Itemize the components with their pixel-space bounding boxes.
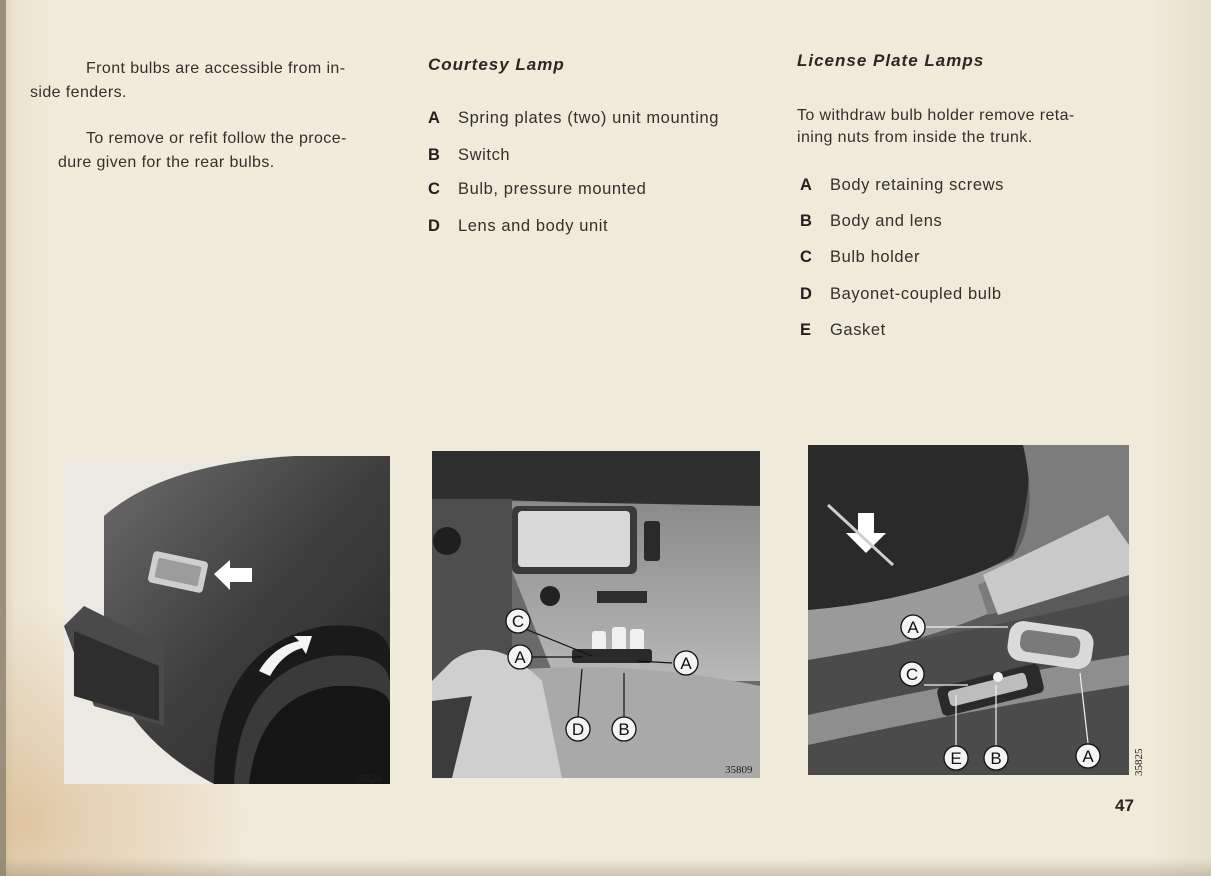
page-bottom-edge [0,858,1211,876]
license-item-d: D Bayonet-coupled bulb [800,285,1002,303]
license-intro-line1: To withdraw bulb holder remove reta- [797,107,1075,124]
license-plate-heading: License Plate Lamps [797,51,985,70]
svg-text:A: A [680,654,692,673]
fig2-callout-d [566,717,590,741]
fig3-callout-a-bottom [1076,744,1100,768]
courtesy-item-a: A Spring plates (two) unit mounting [428,109,720,127]
svg-text:A: A [907,618,919,637]
fig3-number-wrap [1130,738,1146,778]
svg-text:C: C [905,665,919,684]
courtesy-lamp-heading: Courtesy Lamp [428,55,565,74]
courtesy-item-c: C Bulb, pressure mounted [428,180,647,198]
svg-text:B: B [618,720,630,739]
license-plate-photo [808,445,1129,775]
svg-text:C: C [511,612,525,631]
page-gutter [0,0,6,876]
fig3-callout-c [900,662,924,686]
fig2-callout-c [506,609,530,633]
svg-text:A: A [1082,747,1094,766]
fig3-callout-b [984,746,1008,770]
fig1-number: 35824 [354,773,382,784]
license-item-e: E Gasket [800,321,886,339]
fig2-callout-b [612,717,636,741]
remove-refit-line1: To remove or refit follow the proce- [86,130,347,147]
svg-text:E: E [950,749,962,768]
front-bulbs-line2: side fenders. [30,84,127,101]
fig3-number: 35825 [1133,748,1145,776]
courtesy-item-b: B Switch [428,146,511,164]
courtesy-lamp-photo [432,451,760,778]
fig3-callout-a-top [901,615,925,639]
fig2-callout-a-left [508,645,532,669]
page-number: 47 [1115,796,1134,815]
remove-refit-line2: dure given for the rear bulbs. [58,154,275,171]
svg-text:D: D [571,720,585,739]
license-item-c: C Bulb holder [800,248,921,266]
license-intro-line2: ining nuts from inside the trunk. [797,129,1033,146]
courtesy-item-d: D Lens and body unit [428,217,609,235]
svg-text:A: A [514,648,526,667]
fig2-number: 35809 [725,764,753,776]
svg-text:B: B [990,749,1002,768]
fig2-callout-a-right [674,651,698,675]
license-item-b: B Body and lens [800,212,943,230]
front-bulbs-line1: Front bulbs are accessible from in- [86,60,346,77]
front-fender-photo [64,456,390,784]
license-item-a: A Body retaining screws [800,176,1005,194]
fig3-callout-e [944,746,968,770]
